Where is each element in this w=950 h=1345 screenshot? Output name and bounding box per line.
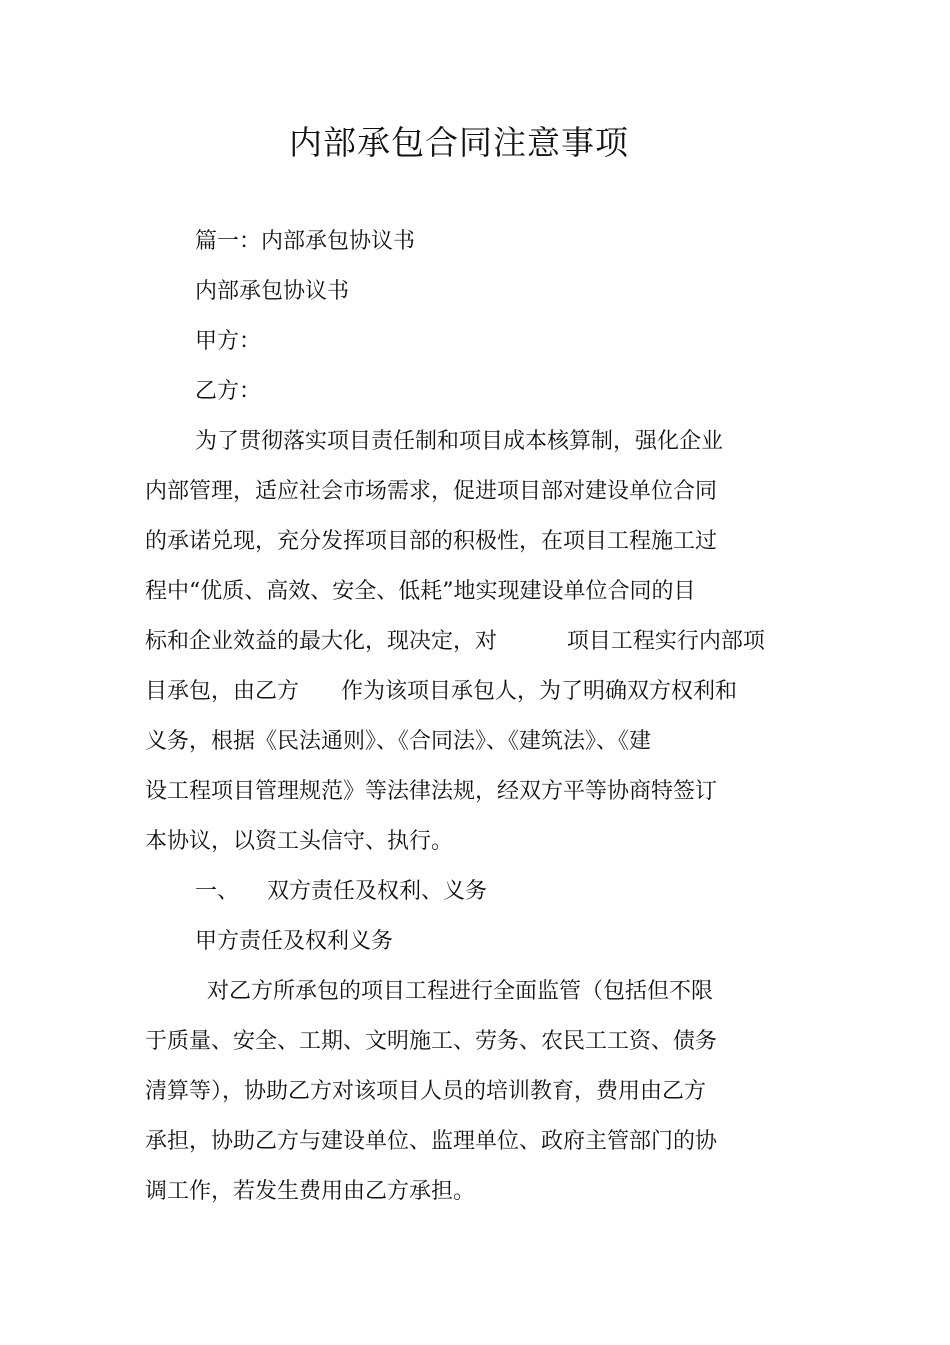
intro-line: 设工程项目管理规范》等法律法规，经双方平等协商特签订	[145, 779, 718, 804]
party-a-label: 甲方：	[195, 329, 262, 354]
document-title: 内部承包合同注意事项	[289, 123, 629, 162]
intro-line: 本协议，以资工头信守、执行。	[145, 829, 454, 854]
intro-line: 义务，根据《民法通则》、《合同法》、《建筑法》、《建	[145, 729, 652, 754]
party-a-duties-line: 承担，协助乙方与建设单位、监理单位、政府主管部门的协	[145, 1129, 718, 1154]
chapter-one-heading: 一、 双方责任及权利、义务	[195, 879, 487, 904]
intro-line: 目承包，由乙方 作为该项目承包人，为了明确双方权利和	[145, 679, 737, 704]
party-a-duties-line: 于质量、安全、工期、文明施工、劳务、农民工工资、债务	[145, 1029, 718, 1054]
section-heading: 篇一：内部承包协议书	[195, 229, 416, 254]
intro-line: 程中“优质、高效、安全、低耗”地实现建设单位合同的目	[145, 579, 696, 604]
intro-line: 为了贯彻落实项目责任制和项目成本核算制，强化企业	[195, 429, 724, 454]
party-a-duties-line: 清算等），协助乙方对该项目人员的培训教育，费用由乙方	[145, 1079, 707, 1104]
intro-line: 的承诺兑现，充分发挥项目部的积极性，在项目工程施工过	[145, 529, 718, 554]
intro-line: 标和企业效益的最大化，现决定，对 项目工程实行内部项	[145, 629, 765, 654]
party-a-duties-heading: 甲方责任及权利义务	[195, 929, 394, 954]
party-b-label: 乙方：	[195, 379, 262, 404]
intro-line: 内部管理，适应社会市场需求，促进项目部对建设单位合同	[145, 479, 718, 504]
party-a-duties-line: 对乙方所承包的项目工程进行全面监管（包括但不限	[207, 979, 714, 1004]
party-a-duties-line: 调工作，若发生费用由乙方承担。	[145, 1179, 476, 1204]
agreement-title: 内部承包协议书	[195, 279, 350, 304]
